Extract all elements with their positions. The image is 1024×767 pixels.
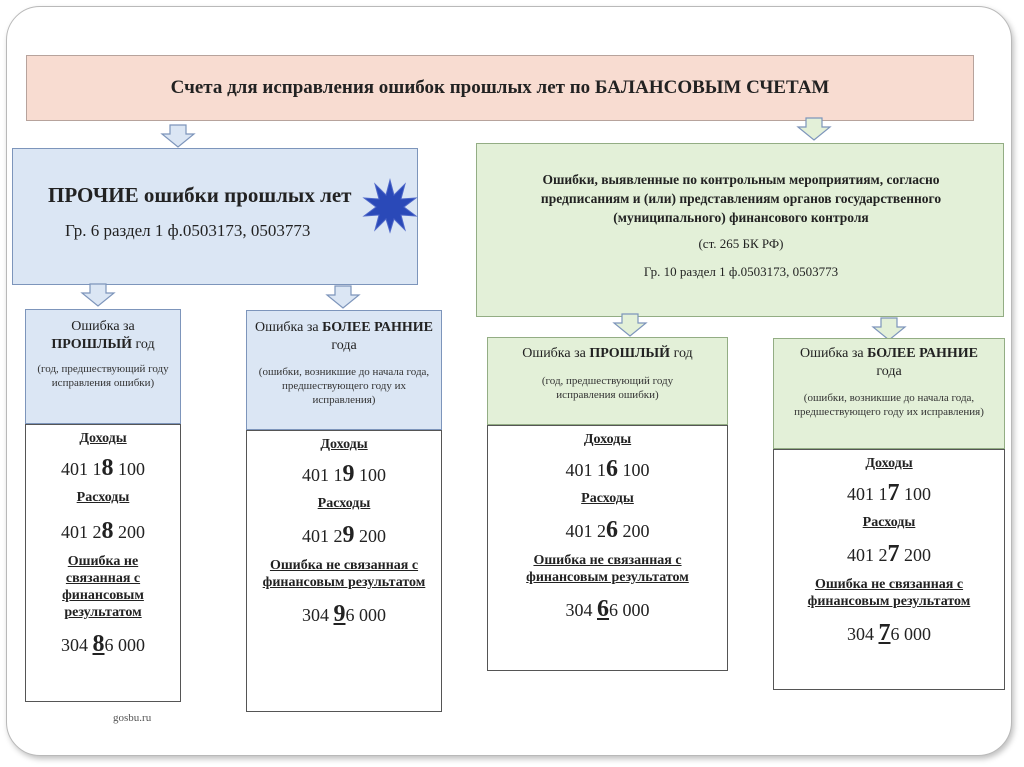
income-label: Доходы [79, 431, 127, 446]
card-header-title: Ошибка за ПРОШЛЫЙ год [51, 319, 155, 352]
expense-label: Расходы [317, 496, 371, 511]
income-account: 401 16 100 [565, 456, 650, 482]
income-account: 401 18 100 [61, 455, 145, 481]
star-burst-icon [362, 178, 418, 234]
other-label: Ошибка не связанная с финансовым результатом [807, 577, 971, 609]
other-errors-subheading: Гр. 6 раздел 1 ф.0503173, 0503773 [65, 221, 311, 240]
other-account: 304 86 000 [61, 631, 145, 657]
income-account: 401 19 100 [302, 461, 386, 487]
control-errors-block [476, 143, 1004, 317]
income-label: Доходы [320, 437, 368, 452]
arrow-down-icon [325, 285, 361, 309]
income-label: Доходы [583, 432, 632, 447]
expense-label: Расходы [581, 491, 634, 506]
diagram-title [26, 55, 974, 121]
card-header-title: Ошибка за БОЛЕЕ РАННИЕ года [255, 320, 433, 353]
card-header-previous-year [487, 337, 728, 425]
expense-account: 401 29 200 [302, 522, 386, 548]
arrow-down-icon [796, 117, 832, 141]
diagram-title-text: Счета для исправления ошибок прошлых лет по БАЛАНСОВЫМ СЧЕТАМ [170, 77, 830, 98]
expense-account: 401 28 200 [61, 518, 145, 544]
expense-account: 401 26 200 [565, 517, 650, 543]
control-errors-description: Ошибки, выявленные по контрольным мероприятиям, согласно предписаниям и (или) представлениям органов государственного (муниципального) финансового контроля [540, 172, 942, 225]
expense-account: 401 27 200 [847, 541, 931, 567]
card-accounts [25, 424, 181, 702]
arrow-down-icon [80, 283, 116, 307]
card-header-earlier-years [246, 310, 442, 430]
card-note: (год, предшествующий году исправления ошибки) [541, 375, 674, 401]
source-watermark: gosbu.ru [113, 712, 152, 724]
other-errors-heading: ПРОЧИЕ ошибки прошлых лет [48, 183, 352, 207]
control-errors-law: (ст. 265 БК РФ) [698, 236, 784, 251]
control-errors-form: Гр. 10 раздел 1 ф.0503173, 0503773 [643, 264, 839, 279]
expense-label: Расходы [76, 490, 130, 505]
card-note: (год, предшествующий году исправления ошибки) [37, 363, 169, 389]
card-header-title: Ошибка за БОЛЕЕ РАННИЕ года [800, 346, 978, 379]
other-label: Ошибка не связанная с финансовым результатом [62, 554, 144, 620]
card-accounts [246, 430, 442, 712]
other-label: Ошибка не связанная с финансовым результатом [262, 558, 426, 590]
arrow-down-icon [160, 124, 196, 148]
other-account: 304 96 000 [302, 601, 386, 627]
card-accounts [773, 449, 1005, 690]
card-header-previous-year [25, 309, 181, 424]
income-account: 401 17 100 [847, 480, 931, 506]
expense-label: Расходы [862, 515, 916, 530]
other-account: 304 76 000 [847, 620, 931, 646]
card-header-earlier-years [773, 338, 1005, 449]
other-label: Ошибка не связанная с финансовым результатом [526, 553, 689, 585]
card-note: (ошибки, возникшие до начала года, предшествующего году их исправления) [258, 366, 430, 406]
other-account: 304 66 000 [565, 596, 650, 622]
income-label: Доходы [865, 456, 913, 471]
arrow-down-icon [612, 313, 648, 337]
card-note: (ошибки, возникшие до начала года, предшествующего году их исправления) [794, 392, 984, 418]
card-header-title: Ошибка за ПРОШЛЫЙ год [522, 346, 693, 361]
card-accounts [487, 425, 728, 671]
other-errors-block [12, 148, 418, 285]
